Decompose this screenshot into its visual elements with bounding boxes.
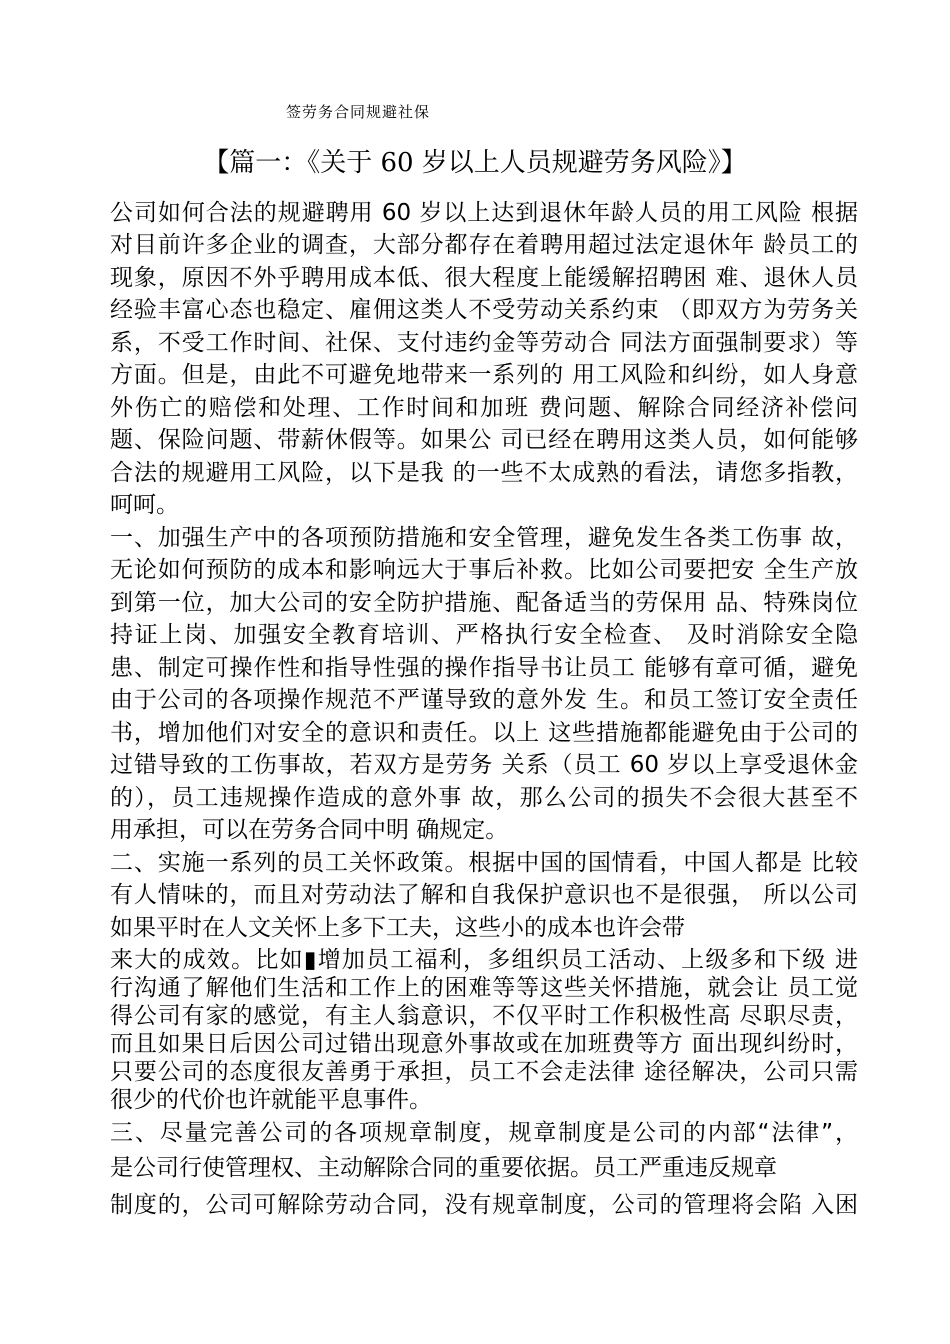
- body-line: 三、尽量完善公司的各项规章制度，规章制度是公司的内部“法律”，: [110, 1120, 858, 1146]
- body-line: 经验丰富心态也稳定、雇佣这类人不受劳动关系约束 （即双方为劳务关: [110, 297, 858, 323]
- body-line: 制度的，公司可解除劳动合同，没有规章制度，公司的管理将会陷 入困: [110, 1192, 858, 1218]
- body-line: 公司如何合法的规避聘用 60 岁以上达到退休年龄人员的用工风险 根据: [110, 200, 858, 226]
- body-line: 书，增加他们对安全的意识和责任。以上 这些措施都能避免由于公司的: [110, 720, 858, 746]
- body-line: 系，不受工作时间、社保、支付违约金等劳动合 同法方面强制要求）等: [110, 330, 858, 356]
- body-line: 而且如果日后因公司过错出现意外事故或在加班费等方 面出现纠纷时，: [110, 1031, 858, 1057]
- body-line: 到第一位，加大公司的安全防护措施、配备适当的劳保用 品、特殊岗位: [110, 590, 858, 616]
- body-line: 只要公司的态度很友善勇于承担，员工不会走法律 途径解决，公司只需: [110, 1059, 858, 1085]
- body-line: 无论如何预防的成本和影响远大于事后补救。比如公司要把安 全生产放: [110, 557, 858, 583]
- body-line: 患、制定可操作性和指导性强的操作指导书让员工 能够有章可循，避免: [110, 655, 858, 681]
- body-line: 是公司行使管理权、主动解除合同的重要依据。员工严重违反规章: [110, 1155, 777, 1181]
- body-line: 得公司有家的感觉，有主人翁意识，不仅平时工作积极性高 尽职尽责，: [110, 1003, 858, 1029]
- body-line: 有人情味的，而且对劳动法了解和自我保护意识也不是很强， 所以公司: [110, 882, 858, 908]
- body-line: 如果平时在人文关怀上多下工夫，这些小的成本也许会带: [110, 915, 685, 941]
- body-line: 合法的规避用工风险，以下是我 的一些不太成熟的看法，请您多指教，: [110, 460, 858, 486]
- body-line: 对目前许多企业的调查，大部分都存在着聘用超过法定退休年 龄员工的: [110, 232, 858, 258]
- body-line: 题、保险问题、带薪休假等。如果公 司已经在聘用这类人员，如何能够: [110, 427, 858, 453]
- body-line: 很少的代价也许就能平息事件。: [110, 1087, 432, 1113]
- body-line: 过错导致的工伤事故，若双方是劳务 关系（员工 60 岁以上享受退休金: [110, 752, 858, 778]
- body-line: 的），员工违规操作造成的意外事 故，那么公司的损失不会很大甚至不: [110, 785, 858, 811]
- header-note: 签劳务合同规避社保: [286, 103, 431, 121]
- body-line: 方面。但是，由此不可避免地带来一系列的 用工风险和纠纷，如人身意: [110, 362, 858, 388]
- body-line: 一、加强生产中的各项预防措施和安全管理，避免发生各类工伤事 故，: [110, 525, 858, 551]
- body-line: 持证上岗、加强安全教育培训、严格执行安全检查、 及时消除安全隐: [110, 622, 858, 648]
- body-line: 外伤亡的赔偿和处理、工作时间和加班 费问题、解除合同经济补偿问: [110, 395, 858, 421]
- body-line: 呵呵。: [110, 492, 179, 518]
- body-line: 二、实施一系列的员工关怀政策。根据中国的国情看，中国人都是 比较: [110, 850, 858, 876]
- page-title: 【篇一：《关于 60 岁以上人员规避劳务风险》】: [203, 148, 747, 178]
- body-line: 用承担，可以在劳务合同中明 确规定。: [110, 817, 509, 843]
- body-line: 由于公司的各项操作规范不严谨导致的意外发 生。和员工签订安全责任: [110, 687, 858, 713]
- body-line: 现象，原因不外乎聘用成本低、很大程度上能缓解招聘困 难、退休人员: [110, 265, 858, 291]
- body-line: 行沟通了解他们生活和工作上的困难等等这些关怀措施，就会让 员工觉: [110, 975, 858, 1001]
- body-line: 来大的成效。比如▮增加员工福利，多组织员工活动、上级多和下级 进: [110, 947, 858, 973]
